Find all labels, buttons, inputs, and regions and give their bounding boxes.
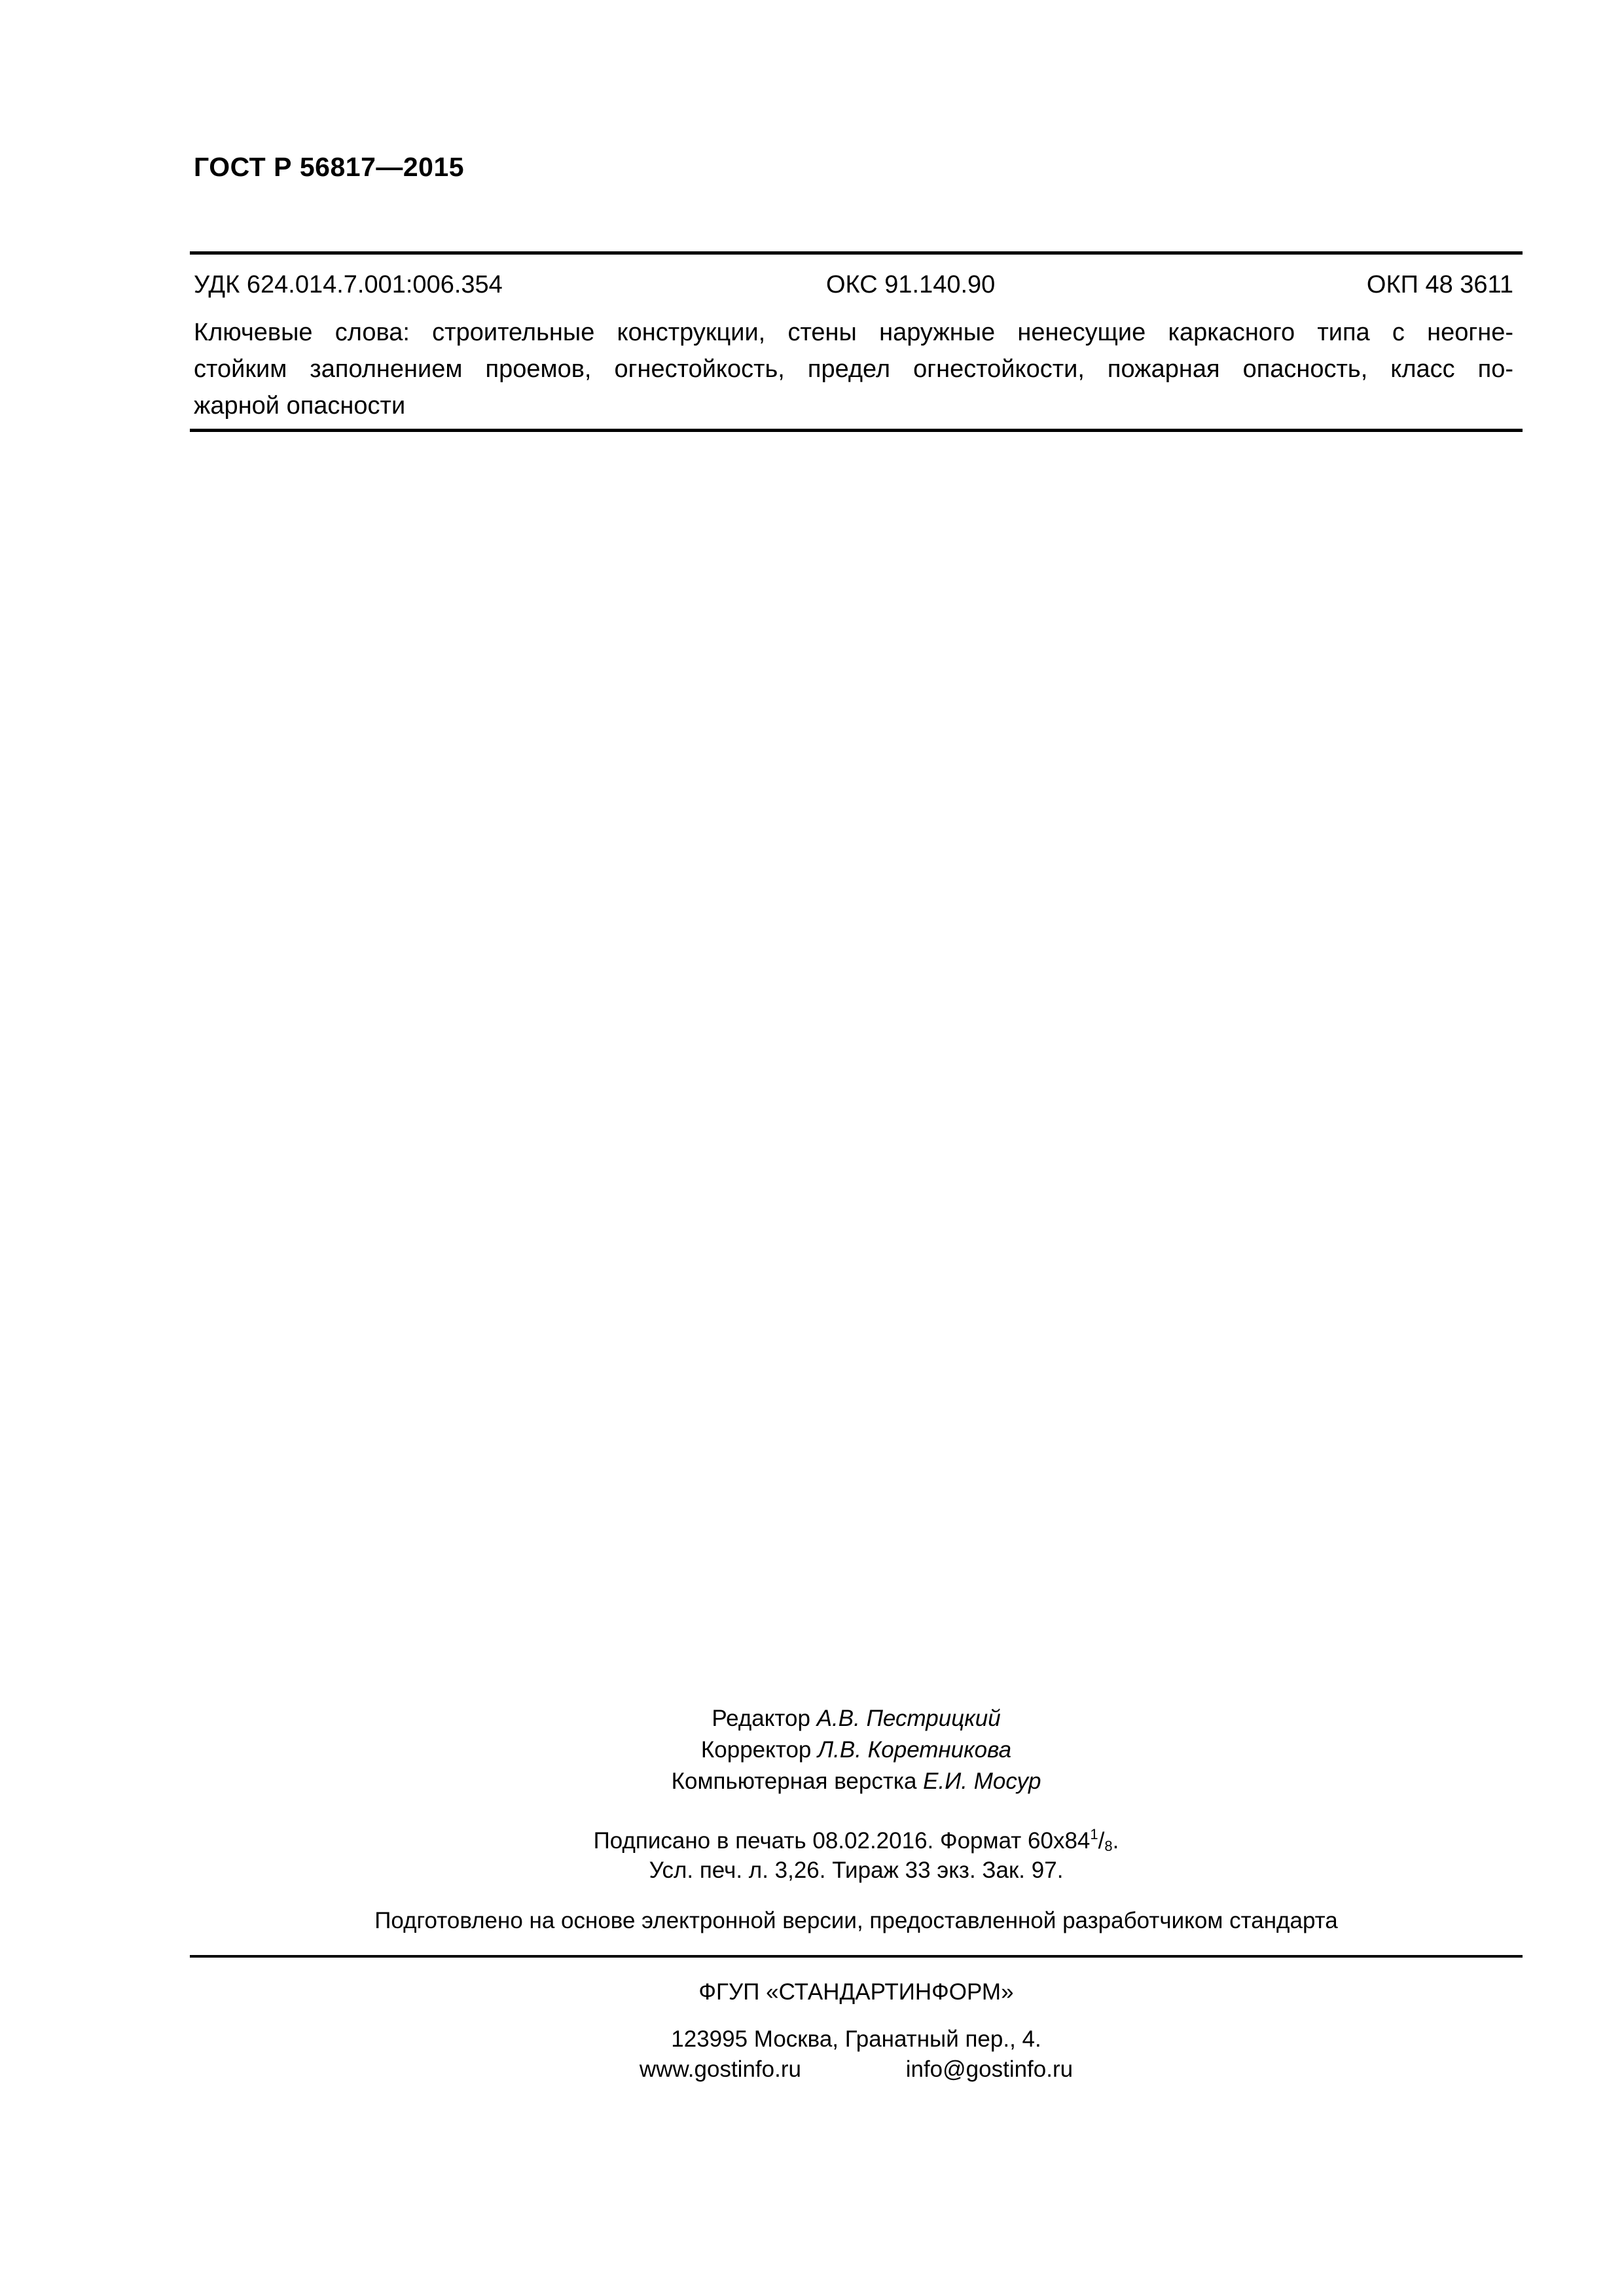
signed-line: Подписано в печать 08.02.2016. Формат $60x84^1/_8$. bbox=[593, 1826, 1119, 1854]
oks-code: ОКС 91.140.90 bbox=[826, 271, 996, 298]
website-link[interactable]: www.gostinfo.ru bbox=[639, 2056, 801, 2082]
document-number: ГОСТ Р 56817—2015 bbox=[194, 152, 465, 182]
classification-codes bbox=[194, 271, 1513, 308]
corrector-line bbox=[190, 1737, 1523, 1763]
format-denominator: 8 bbox=[1104, 1838, 1113, 1854]
layout-line bbox=[190, 1768, 1523, 1795]
publisher-name: ФГУП «СТАНДАРТИНФОРМ» bbox=[698, 1979, 1014, 2005]
editor-line bbox=[190, 1706, 1523, 1732]
okp-code: ОКП 48 3611 bbox=[1366, 271, 1513, 298]
print-info-line: Усл. печ. л. 3,26. Тираж 33 экз. Зак. 97. bbox=[649, 1857, 1064, 1883]
email-link[interactable]: info@gostinfo.ru bbox=[905, 2056, 1074, 2082]
top-divider bbox=[190, 251, 1523, 255]
signed-text: Подписано в печать 08.02.2016. Формат 60x84 bbox=[593, 1828, 1091, 1854]
format-numerator: 1 bbox=[1090, 1826, 1098, 1842]
bottom-divider bbox=[190, 1955, 1523, 1958]
keywords-line: жарной опасности bbox=[194, 392, 406, 420]
layout-name: Е.И. Мосур bbox=[923, 1768, 1041, 1794]
keywords-line: Ключевые слова: строительные конструкции, стены наружные ненесущие каркасного типа с неогне- bbox=[194, 319, 1513, 346]
udk-code: УДК 624.014.7.001:006.354 bbox=[194, 271, 503, 298]
keywords-divider bbox=[190, 429, 1523, 432]
layout-label: Компьютерная верстка bbox=[671, 1768, 924, 1794]
editor-label: Редактор bbox=[712, 1706, 817, 1731]
publisher-contacts bbox=[190, 2056, 1523, 2083]
format-tail: . bbox=[1112, 1828, 1119, 1854]
prepared-line: Подготовлено на основе электронной версии, предоставленной разработчиком стандарта bbox=[374, 1908, 1338, 1933]
keywords-block bbox=[194, 314, 1513, 424]
editor-name: А.В. Пестрицкий bbox=[816, 1706, 1001, 1731]
keywords-line: стойким заполнением проемов, огнестойкость, предел огнестойкости, пожарная опасность, класс по- bbox=[194, 355, 1513, 383]
corrector-label: Корректор bbox=[700, 1737, 818, 1763]
publisher-address: 123995 Москва, Гранатный пер., 4. bbox=[671, 2026, 1041, 2052]
corrector-name: Л.В. Коретникова bbox=[818, 1737, 1012, 1763]
